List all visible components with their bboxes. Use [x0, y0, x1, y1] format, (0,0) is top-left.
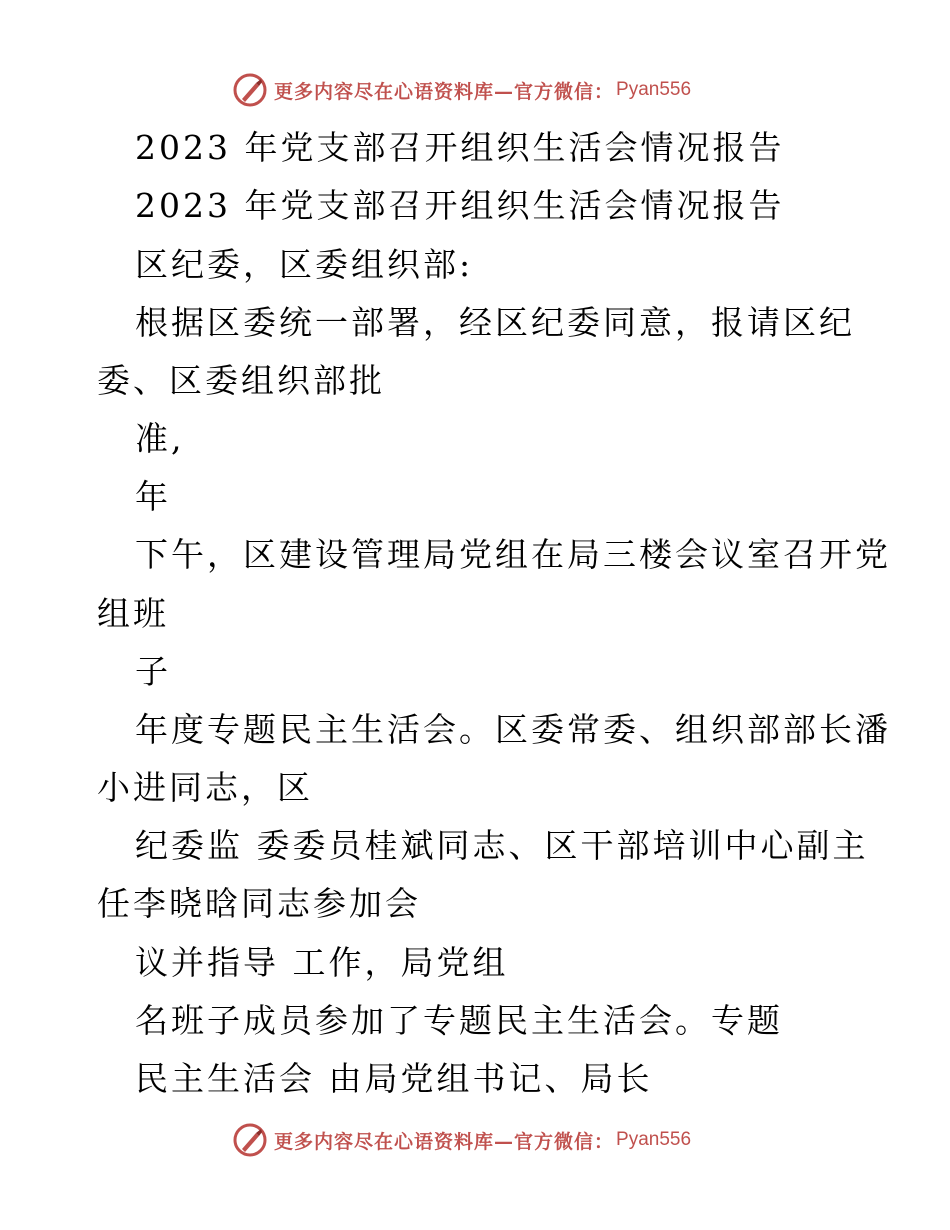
doc-title-repeat: 2023 年党支部召开组织生活会情况报告 [135, 186, 785, 225]
doc-line: 年 [135, 477, 171, 516]
doc-line: 民主生活会 由局党组书记、局长 [135, 1059, 653, 1098]
doc-line: 准, [135, 419, 185, 458]
doc-line: 区纪委，区委组织部: [135, 245, 474, 284]
watermark-text: 更多内容尽在心语资料库—官方微信： [274, 80, 615, 103]
doc-title: 2023 年党支部召开组织生活会情况报告 [135, 128, 785, 167]
watermark-bottom [232, 1120, 732, 1160]
doc-line: 子 [135, 652, 171, 691]
doc-line: 名班子成员参加了专题民主生活会。专题 [135, 1001, 783, 1040]
watermark-id: Pyan556 [616, 1129, 692, 1150]
pen-logo-icon [232, 72, 268, 108]
doc-line: 年度专题民主生活会。区委常委、组织部部长潘 [135, 710, 891, 749]
doc-line: 下午，区建设管理局党组在局三楼会议室召开党 [135, 535, 891, 574]
doc-line: 根据区委统一部署，经区纪委同意，报请区纪 [135, 303, 855, 342]
doc-line: 议并指导 工作，局党组 [135, 943, 509, 982]
pen-logo-icon [232, 1122, 268, 1158]
doc-line: 组班 [97, 594, 169, 633]
watermark-top [232, 70, 732, 110]
watermark-id: Pyan556 [616, 79, 692, 100]
doc-line: 小进同志，区 [97, 768, 313, 807]
doc-line: 纪委监 委委员桂斌同志、区干部培训中心副主 [135, 826, 869, 865]
doc-line: 委、区委组织部批 [97, 361, 385, 400]
watermark-text: 更多内容尽在心语资料库—官方微信： [274, 1130, 615, 1153]
doc-line: 任李晓晗同志参加会 [97, 884, 421, 923]
